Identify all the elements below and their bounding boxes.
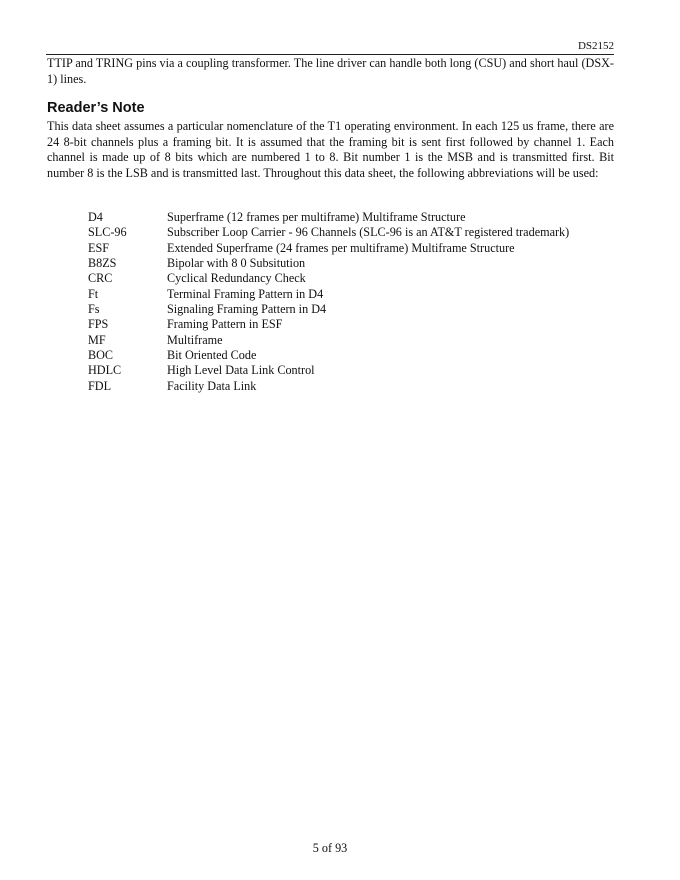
abbreviation-term: D4 (88, 210, 103, 224)
abbreviation-row (88, 363, 618, 378)
abbreviation-term: Ft (88, 286, 99, 301)
abbreviation-term: Fs (88, 301, 100, 316)
abbreviation-row (88, 348, 618, 363)
abbreviation-list (88, 210, 618, 394)
abbreviation-definition: High Level Data Link Control (167, 363, 315, 378)
abbreviation-row (88, 302, 618, 317)
abbreviation-term: CRC (88, 271, 113, 286)
abbreviation-term: MF (88, 332, 106, 347)
abbreviation-row (88, 271, 618, 286)
abbreviation-definition: Extended Superframe (24 frames per multiframe) Multiframe Structure (167, 240, 515, 255)
abbreviation-term: SLC-96 (88, 225, 127, 240)
abbreviation-row (88, 256, 618, 271)
abbreviation-definition: Terminal Framing Pattern in D4 (167, 286, 324, 301)
abbreviation-definition: Framing Pattern in ESF (167, 317, 283, 332)
abbreviation-term: FPS (88, 317, 109, 332)
abbreviation-term: B8ZS (88, 255, 117, 270)
intro-paragraph: TTIP and TRING pins via a coupling transformer. The line driver can handle both long (CSU) and short haul (DSX-1) lines. (47, 56, 614, 86)
abbreviation-row (88, 241, 618, 256)
abbreviation-term: ESF (88, 240, 110, 255)
abbreviation-row (88, 333, 618, 348)
page-number: 5 of 93 (312, 841, 348, 855)
section-heading-readers-note: Reader’s Note (47, 100, 145, 116)
abbreviation-definition: Multiframe (167, 332, 223, 347)
abbreviation-row (88, 287, 618, 302)
abbreviation-definition: Subscriber Loop Carrier - 96 Channels (SLC-96 is an AT&T registered trademark) (167, 225, 570, 240)
abbreviation-definition: Signaling Framing Pattern in D4 (167, 301, 327, 316)
abbreviation-row (88, 317, 618, 332)
abbreviation-term: HDLC (88, 363, 122, 378)
abbreviation-term: FDL (88, 378, 112, 393)
header-divider (46, 54, 614, 55)
abbreviation-row (88, 379, 618, 394)
abbreviation-definition: Superframe (12 frames per multiframe) Multiframe Structure (167, 210, 466, 224)
abbreviation-definition: Bipolar with 8 0 Subsitution (167, 255, 306, 270)
abbreviation-definition: Facility Data Link (167, 378, 257, 393)
abbreviation-row (88, 210, 618, 225)
abbreviation-definition: Cyclical Redundancy Check (167, 271, 306, 286)
abbreviation-term: BOC (88, 347, 114, 362)
abbreviation-row (88, 225, 618, 240)
readers-note-paragraph: This data sheet assumes a particular nomenclature of the T1 operating environment. In each 125 us frame, there are 24 8-bit channels plus a framing bit. It is assumed that the framing bit is sent first followed by channel 1. Each channel is made up of 8 bits which are numbered 1 to 8. Bit number 1 is the MSB and is transmitted first. Bit number 8 is the LSB and is transmitted last. Throughout this data sheet, the following abbreviations will be used: (47, 119, 614, 180)
abbreviation-definition: Bit Oriented Code (167, 347, 257, 362)
document-id: DS2152 (577, 40, 614, 52)
